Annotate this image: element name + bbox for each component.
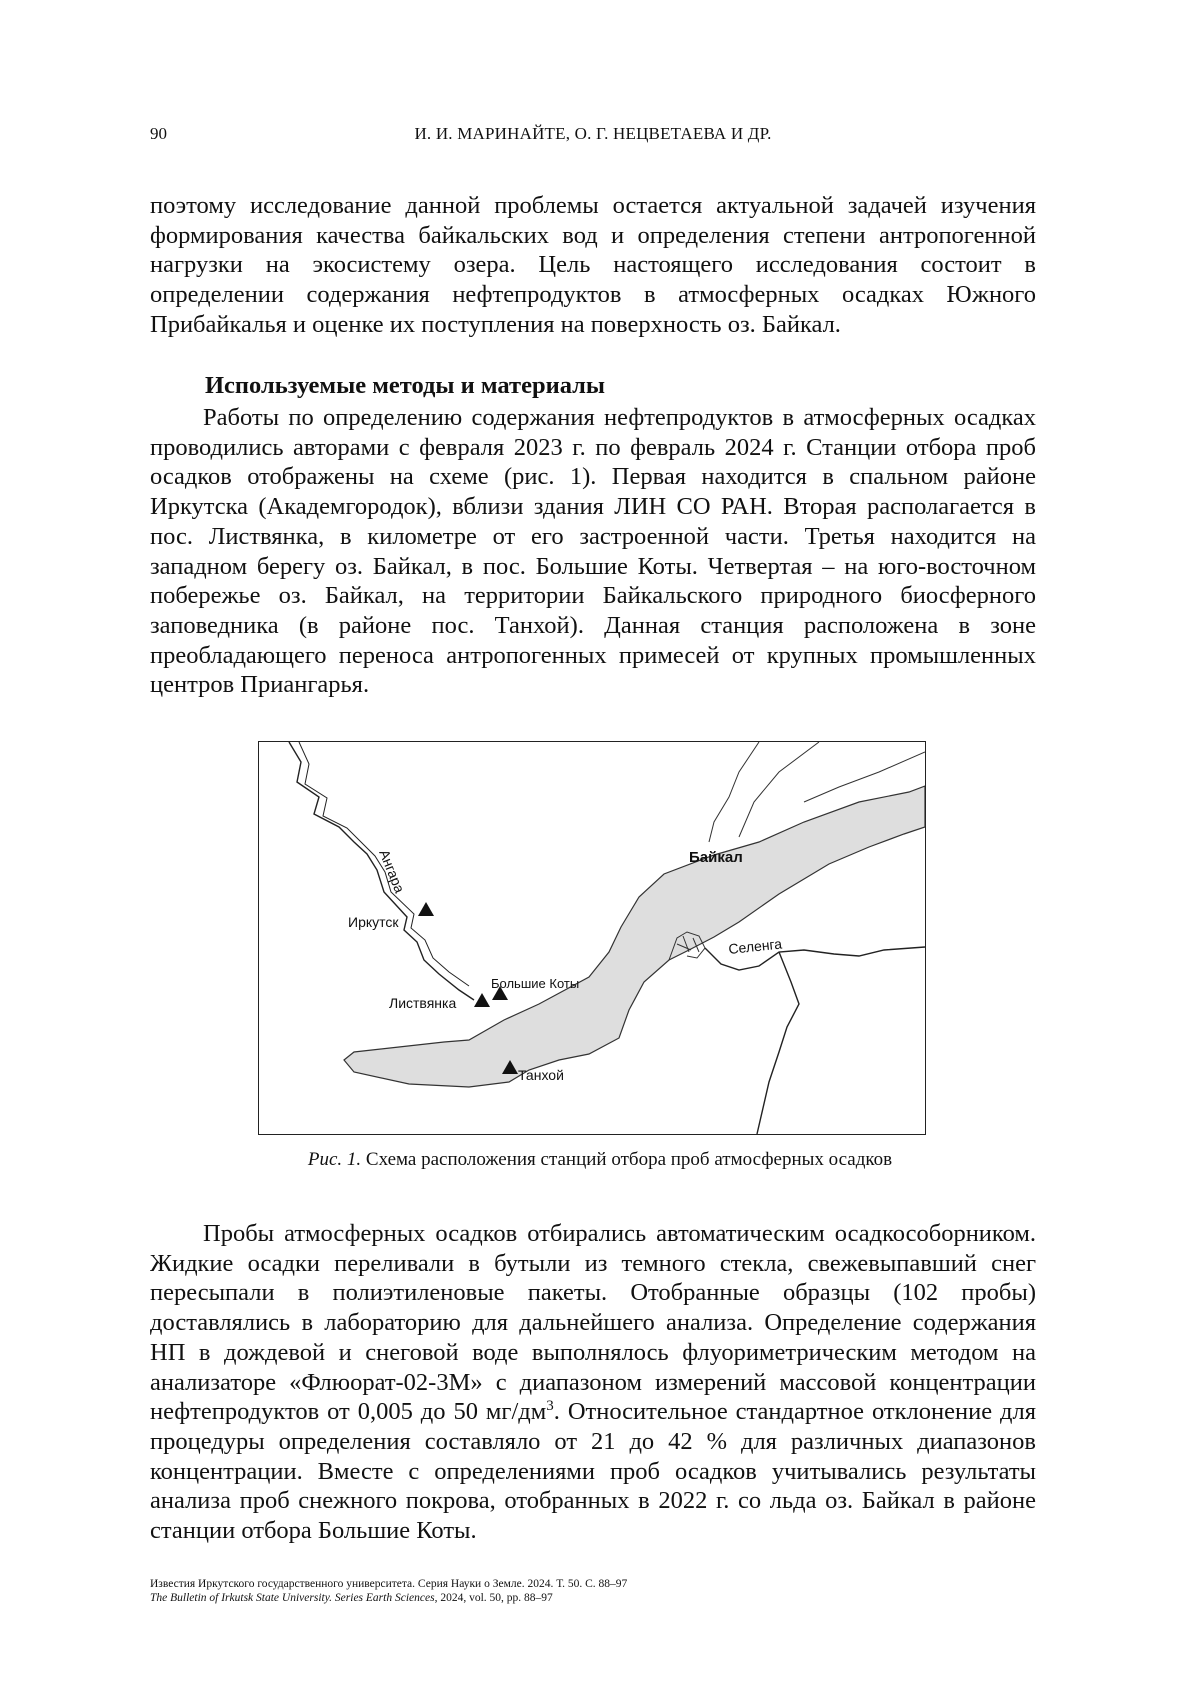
angara-label: Ангара: [376, 847, 408, 896]
selenga-river: [705, 947, 925, 1134]
station-listvyanka-marker: [474, 993, 490, 1007]
selenga-label: Селенга: [727, 935, 783, 957]
station-irkutsk-marker: [418, 902, 434, 916]
footer-volume-en: , 2024, vol. 50, pp. 88–97: [434, 1592, 553, 1604]
superscript-3: 3: [546, 1398, 554, 1415]
footer-citation-en: [150, 1591, 627, 1605]
figure-caption-ref: Рис. 1.: [307, 1149, 362, 1170]
paragraph-sampling: [150, 1219, 1036, 1546]
footer-citation-ru: Известия Иркутского государственного университета. Серия Науки о Земле. 2024. Т. 50. С. 88–97: [150, 1578, 628, 1590]
running-head: И. И. МАРИНАЙТЕ, О. Г. НЕЦВЕТАЕВА И ДР.: [414, 124, 772, 143]
lake-baikal-shape: [344, 786, 925, 1087]
section-heading: Используемые методы и материалы: [205, 372, 606, 399]
station-map-figure: [258, 741, 926, 1135]
paragraph-intro: поэтому исследование данной проблемы остается актуальной задачей изучения формирования качества байкальских вод и определения степени антропогенной нагрузки на экосистему озера. Цель настоящего исследования состоит в определении содержания нефтепродуктов в атмосферных осадках Южного Прибайкалья и оценке их поступления на поверхность оз. Байкал.: [150, 192, 1036, 338]
page-number: 90: [150, 124, 167, 143]
baikal-label: Байкал: [689, 849, 743, 866]
listvyanka-label: Листвянка: [389, 995, 457, 1011]
irkutsk-label: Иркутск: [348, 914, 399, 930]
figure-caption: [0, 1149, 1200, 1171]
lake-baikal-map: [259, 742, 925, 1134]
figure-caption-text: Схема расположения станций отбора проб атмосферных осадков: [361, 1149, 893, 1170]
paragraph-sampling-part1: Пробы атмосферных осадков отбирались автоматическим осадкособорником. Жидкие осадки переливали в бутыли из темного стекла, свежевыпавший снег пересыпали в полиэтиленовые пакеты. Отобранные образцы (102 пробы) доставлялись в лабораторию для дальнейшего анализа. Определение содержания НП в дождевой и снеговой воде выполнялось флуориметрическим методом на анализаторе «Флюорат-02-3М» с диапазоном измерений массовой концентрации нефтепродуктов от 0,005 до 50 мг/дм: [150, 1220, 1036, 1426]
paragraph-methods: Работы по определению содержания нефтепродуктов в атмосферных осадках проводились авторами с февраля 2023 г. по февраль 2024 г. Станции отбора проб осадков отображены на схеме (рис. 1). Первая находится в спальном районе Иркутска (Академгородок), вблизи здания ЛИН СО РАН. Вторая располагается в пос. Листвянка, в километре от его застроенной части. Третья находится на западном берегу оз. Байкал, в пос. Большие Коты. Четвертая – на юго-восточном побережье оз. Байкал, на территории Байкальского природного биосферного заповедника (в районе пос. Танхой). Данная станция расположена в зоне преобладающего переноса антропогенных примесей от крупных промышленных центров Приангарья.: [150, 404, 1036, 699]
paragraph-sampling-part2: . Относительное стандартное отклонение для процедуры определения составляло от 21 до 42 % для различных диапазонов концентрации. Вместе с определениями проб осадков учитывались результаты анализа проб снежного покрова, отобранных в 2022 г. со льда оз. Байкал в районе станции отбора Большие Коты.: [150, 1398, 1036, 1545]
bolshie-koty-label: Большие Коты: [491, 976, 580, 991]
angara-river: [289, 742, 474, 1000]
footer-journal-en: The Bulletin of Irkutsk State University. Series Earth Sciences: [150, 1592, 435, 1604]
page-header: [150, 124, 1036, 148]
page-footer: [150, 1577, 627, 1605]
tankhoi-label: Танхой: [518, 1067, 564, 1083]
